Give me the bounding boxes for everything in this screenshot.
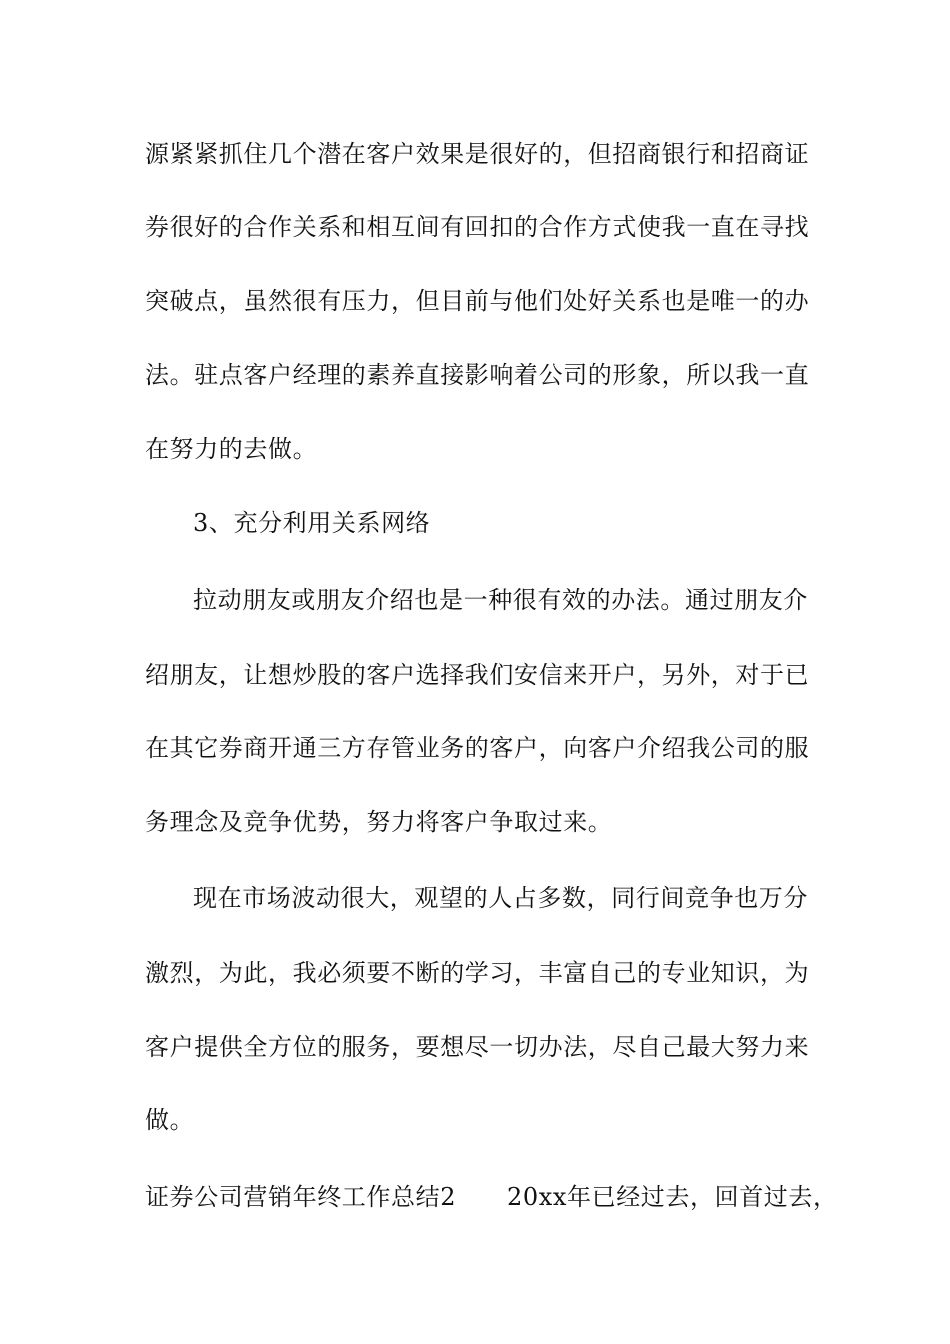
paragraph-1-line-5: 在努力的去做。 — [145, 435, 318, 463]
article-title: 证券公司营销年终工作总结2 — [145, 1183, 457, 1211]
paragraph-1-line-3: 突破点，虽然很有压力，但目前与他们处好关系也是唯一的办 — [145, 287, 810, 315]
paragraph-2-line-1: 拉动朋友或朋友介绍也是一种很有效的办法。通过朋友介 — [193, 586, 808, 614]
paragraph-2-line-3: 在其它券商开通三方存管业务的客户，向客户介绍我公司的服 — [145, 734, 810, 762]
paragraph-1-line-4: 法。驻点客户经理的素养直接影响着公司的形象，所以我一直 — [145, 361, 810, 389]
section-heading: 3、充分利用关系网络 — [193, 509, 431, 537]
paragraph-2-line-2: 绍朋友，让想炒股的客户选择我们安信来开户，另外，对于已 — [145, 661, 810, 689]
paragraph-1-line-2: 券很好的合作关系和相互间有回扣的合作方式使我一直在寻找 — [145, 213, 810, 241]
paragraph-3-line-3: 客户提供全方位的服务，要想尽一切办法，尽自己最大努力来 — [145, 1033, 810, 1061]
paragraph-2-line-4: 务理念及竞争优势，努力将客户争取过来。 — [145, 808, 613, 836]
paragraph-3-line-4: 做。 — [145, 1106, 195, 1134]
article-intro-text: 20xx年已经过去，回首过去， — [507, 1183, 838, 1211]
paragraph-3-line-2: 激烈，为此，我必须要不断的学习，丰富自己的专业知识，为 — [145, 959, 810, 987]
paragraph-1-line-1: 源紧紧抓住几个潜在客户效果是很好的，但招商银行和招商证 — [145, 140, 810, 168]
paragraph-3-line-1: 现在市场波动很大，观望的人占多数，同行间竞争也万分 — [193, 884, 808, 912]
